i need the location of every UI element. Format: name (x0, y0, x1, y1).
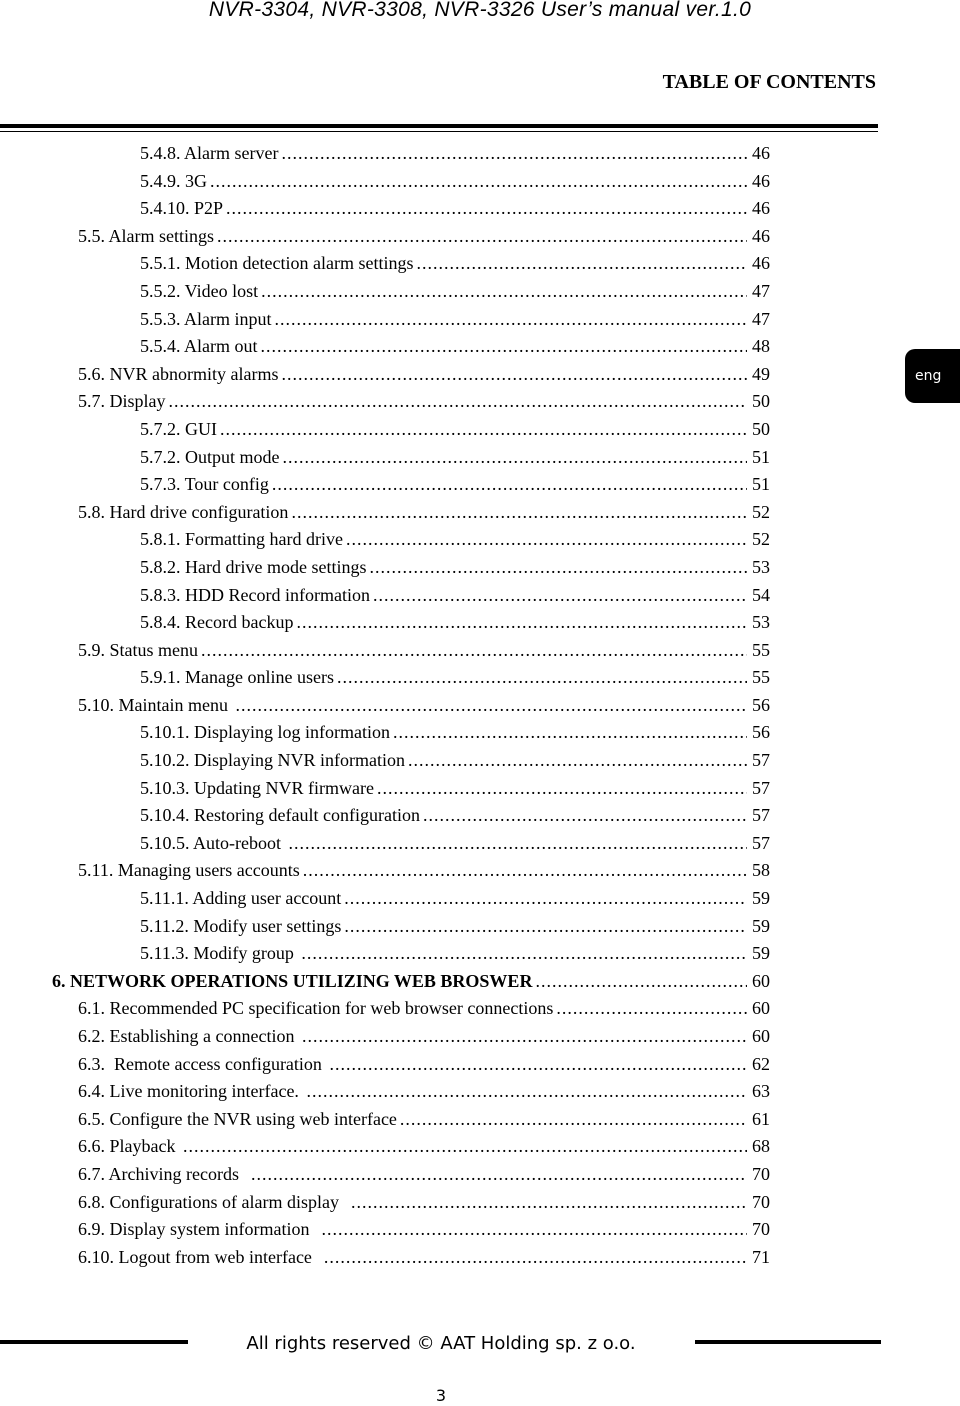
toc-entry-page: 54 (752, 584, 770, 605)
toc-entry-page: 50 (752, 418, 770, 439)
toc-entry-page: 46 (752, 225, 770, 246)
toc-entry[interactable] (0, 1189, 770, 1217)
toc-entry-title: 5.7.2. GUI (140, 418, 217, 439)
toc-entry[interactable] (0, 1244, 770, 1272)
toc-entry-title: 5.10.3. Updating NVR firmware (140, 777, 374, 798)
toc-dot-leader (283, 444, 748, 472)
toc-entry[interactable] (0, 416, 770, 444)
toc-entry-page: 59 (752, 888, 770, 909)
toc-entry-title: 5.9.1. Manage online users (140, 667, 334, 688)
toc-entry-title: 5.8. Hard drive configuration (78, 501, 289, 522)
toc-dot-leader (346, 526, 747, 554)
toc-entry-page: 46 (752, 253, 770, 274)
toc-entry[interactable] (0, 444, 770, 472)
toc-entry-title: 5.7. Display (78, 391, 166, 412)
toc-entry-title: 5.10.5. Auto-reboot (140, 832, 286, 853)
toc-entry[interactable] (0, 940, 770, 968)
toc-entry-page: 70 (752, 1191, 770, 1212)
toc-dot-leader (235, 692, 747, 720)
toc-entry-page: 58 (752, 860, 770, 881)
toc-entry-page: 57 (752, 777, 770, 798)
toc-entry-title: 6. NETWORK OPERATIONS UTILIZING WEB BROSWER (52, 970, 533, 991)
toc-entry-page: 57 (752, 805, 770, 826)
toc-dot-leader (261, 278, 747, 306)
toc-entry-page: 46 (752, 170, 770, 191)
toc-dot-leader (291, 499, 747, 527)
toc-dot-leader (303, 857, 747, 885)
toc-entry-title: 6.9. Display system information (78, 1219, 319, 1240)
toc-entry-page: 59 (752, 943, 770, 964)
toc-dot-leader (344, 913, 747, 941)
toc-entry[interactable] (0, 885, 770, 913)
toc-dot-leader (183, 1133, 747, 1161)
toc-entry-title: 6.4. Live monitoring interface. (78, 1081, 304, 1102)
toc-entry-page: 47 (752, 308, 770, 329)
toc-dot-leader (373, 582, 747, 610)
toc-dot-leader (201, 637, 747, 665)
toc-entry-page: 50 (752, 391, 770, 412)
toc-dot-leader (416, 250, 747, 278)
toc-entry[interactable] (0, 968, 770, 996)
toc-dot-leader (400, 1106, 747, 1134)
toc-entry-page: 51 (752, 446, 770, 467)
toc-entry-title: 6.2. Establishing a connection (78, 1026, 299, 1046)
toc-dot-leader (535, 968, 747, 996)
toc-dot-leader (329, 1051, 747, 1079)
toc-entry-page: 70 (752, 1219, 770, 1240)
toc-dot-leader (344, 885, 747, 913)
toc-entry-page: 46 (752, 198, 770, 219)
toc-dot-leader (261, 333, 748, 361)
toc-dot-leader (217, 223, 747, 251)
toc-entry-title: 5.4.10. P2P (140, 198, 224, 219)
toc-entry[interactable] (0, 499, 770, 527)
toc-entry-page: 63 (752, 1081, 770, 1102)
header-divider-thin (0, 131, 878, 132)
toc-entry[interactable] (0, 471, 770, 499)
language-tab-label: eng (915, 368, 942, 384)
toc-entry-page: 51 (752, 474, 770, 495)
toc-entry-page: 56 (752, 722, 770, 743)
toc-entry-page: 53 (752, 556, 770, 577)
toc-entry[interactable] (0, 250, 770, 278)
toc-entry[interactable] (0, 168, 770, 196)
toc-dot-leader (289, 830, 748, 858)
toc-entry-page: 62 (752, 1053, 770, 1074)
section-title: TABLE OF CONTENTS (662, 71, 876, 93)
toc-entry[interactable] (0, 609, 770, 637)
toc-entry-page: 52 (752, 501, 770, 522)
page-number: 3 (435, 1386, 447, 1405)
toc-entry-page: 60 (752, 1026, 770, 1046)
toc-entry-title: 5.8.3. HDD Record information (140, 584, 370, 605)
toc-entry[interactable] (0, 361, 770, 389)
toc-dot-leader (275, 306, 748, 334)
toc-entry[interactable] (0, 1023, 770, 1051)
toc-dot-leader (351, 1189, 747, 1217)
toc-dot-leader (281, 361, 747, 389)
toc-entry[interactable] (0, 802, 770, 830)
toc-entry-title: 5.11. Managing users accounts (78, 860, 300, 881)
toc-entry[interactable] (0, 1216, 770, 1244)
toc-entry[interactable] (0, 995, 770, 1023)
toc-entry-title: 5.5.1. Motion detection alarm settings (140, 253, 414, 274)
toc-dot-leader (423, 802, 747, 830)
toc-dot-leader (306, 1078, 747, 1106)
toc-dot-leader (369, 554, 747, 582)
toc-entry-title: 5.4.8. Alarm server (140, 143, 279, 163)
toc-entry-title: 5.6. NVR abnormity alarms (78, 363, 279, 384)
toc-entry[interactable] (0, 554, 770, 582)
toc-entry-title: 6.8. Configurations of alarm display (78, 1191, 348, 1212)
document-header-title: NVR-3304, NVR-3308, NVR-3326 User’s manual ver.1.0 (208, 0, 752, 21)
toc-entry-title: 6.3. Remote access configuration (78, 1053, 327, 1074)
toc-entry-title: 6.10. Logout from web interface (78, 1246, 321, 1267)
toc-entry-page: 53 (752, 612, 770, 633)
toc-entry-page: 60 (752, 998, 770, 1019)
toc-entry[interactable] (0, 388, 770, 416)
toc-entry-page: 55 (752, 667, 770, 688)
toc-entry-title: 5.7.2. Output mode (140, 446, 280, 467)
toc-dot-leader (302, 1023, 747, 1051)
toc-entry[interactable] (0, 637, 770, 665)
toc-entry-title: 5.11.1. Adding user account (140, 888, 342, 909)
toc-entry-title: 6.1. Recommended PC specification for web browser connections (78, 998, 554, 1019)
toc-entry-title: 5.4.9. 3G (140, 170, 207, 191)
toc-entry[interactable] (0, 140, 770, 168)
toc-entry[interactable] (0, 719, 770, 747)
toc-entry[interactable] (0, 1051, 770, 1079)
toc-entry-title: 6.6. Playback (78, 1136, 180, 1157)
table-of-contents (0, 140, 960, 1271)
toc-entry-page: 48 (752, 336, 770, 357)
toc-entry-title: 5.10. Maintain menu (78, 694, 233, 715)
toc-dot-leader (296, 609, 747, 637)
toc-entry-page: 46 (752, 143, 770, 163)
toc-entry[interactable] (0, 1106, 770, 1134)
toc-entry-page: 56 (752, 694, 770, 715)
toc-entry-page: 70 (752, 1163, 770, 1184)
toc-entry[interactable] (0, 306, 770, 334)
toc-entry-page: 57 (752, 750, 770, 771)
toc-dot-leader (301, 940, 747, 968)
toc-entry[interactable] (0, 1161, 770, 1189)
toc-entry[interactable] (0, 747, 770, 775)
toc-entry-page: 59 (752, 915, 770, 936)
toc-entry-title: 5.8.2. Hard drive mode settings (140, 556, 367, 577)
toc-entry-title: 5.5.4. Alarm out (140, 336, 258, 357)
toc-entry[interactable] (0, 526, 770, 554)
toc-entry-page: 71 (752, 1246, 770, 1267)
toc-dot-leader (337, 664, 747, 692)
toc-dot-leader (281, 140, 747, 168)
toc-entry-title: 5.11.3. Modify group (140, 943, 299, 964)
toc-entry-title: 5.10.1. Displaying log information (140, 722, 390, 743)
toc-entry-title: 5.10.2. Displaying NVR information (140, 750, 405, 771)
toc-dot-leader (169, 388, 748, 416)
toc-entry-page: 57 (752, 832, 770, 853)
toc-dot-leader (272, 471, 747, 499)
toc-entry[interactable] (0, 582, 770, 610)
toc-entry[interactable] (0, 692, 770, 720)
toc-dot-leader (377, 775, 747, 803)
toc-dot-leader (226, 195, 747, 223)
toc-dot-leader (324, 1244, 747, 1272)
toc-dot-leader (251, 1161, 747, 1189)
toc-entry-title: 5.8.1. Formatting hard drive (140, 529, 343, 550)
toc-entry-page: 47 (752, 280, 770, 301)
toc-dot-leader (556, 995, 747, 1023)
toc-entry[interactable] (0, 775, 770, 803)
toc-entry-title: 5.10.4. Restoring default configuration (140, 805, 420, 826)
toc-entry[interactable] (0, 913, 770, 941)
toc-dot-leader (393, 719, 747, 747)
toc-entry-page: 61 (752, 1108, 770, 1129)
toc-entry-title: 6.5. Configure the NVR using web interface (78, 1108, 397, 1129)
toc-entry-title: 6.7. Archiving records (78, 1163, 248, 1184)
toc-dot-leader (210, 168, 747, 196)
toc-entry-page: 60 (752, 970, 770, 991)
toc-entry[interactable] (0, 857, 770, 885)
toc-entry[interactable] (0, 1133, 770, 1161)
toc-entry[interactable] (0, 333, 770, 361)
toc-dot-leader (220, 416, 747, 444)
toc-entry[interactable] (0, 1078, 770, 1106)
toc-entry[interactable] (0, 830, 770, 858)
header-divider (0, 124, 878, 128)
toc-entry-title: 5.8.4. Record backup (140, 612, 294, 633)
toc-entry-page: 55 (752, 639, 770, 660)
toc-entry[interactable] (0, 223, 770, 251)
footer-copyright: All rights reserved © AAT Holding sp. z o.o. (246, 1333, 636, 1354)
toc-entry-page: 68 (752, 1136, 770, 1157)
toc-entry-page: 52 (752, 529, 770, 550)
toc-entry[interactable] (0, 278, 770, 306)
toc-dot-leader (408, 747, 747, 775)
toc-entry-title: 5.7.3. Tour config (140, 474, 269, 495)
toc-entry[interactable] (0, 664, 770, 692)
toc-entry-title: 5.5.3. Alarm input (140, 308, 272, 329)
toc-entry-title: 5.11.2. Modify user settings (140, 915, 342, 936)
toc-entry-title: 5.5. Alarm settings (78, 225, 214, 246)
toc-entry-title: 5.9. Status menu (78, 639, 198, 660)
toc-dot-leader (321, 1216, 747, 1244)
toc-entry-title: 5.5.2. Video lost (140, 280, 259, 301)
toc-entry[interactable] (0, 195, 770, 223)
toc-entry-page: 49 (752, 363, 770, 384)
